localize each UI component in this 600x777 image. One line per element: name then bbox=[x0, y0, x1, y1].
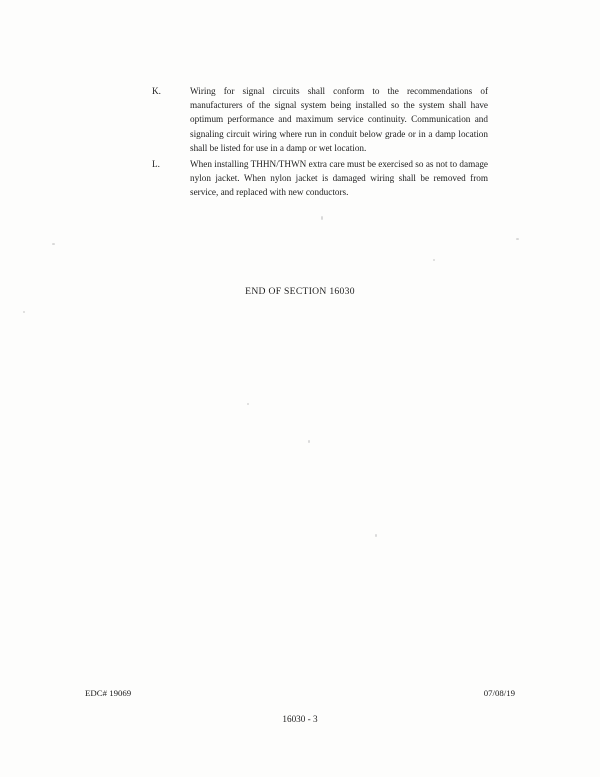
clause-k-text: Wiring for signal circuits shall conform to the recommendations of manufacturers of the signal system being installed so the system shall have optimum performance and maximum service continuity. Communication and signaling circuit wiring where run in conduit below grade or in a damp location shall be listed for use in a damp or wet location. bbox=[190, 86, 488, 153]
clause-k bbox=[152, 84, 488, 155]
clause-l bbox=[152, 157, 488, 200]
end-of-section-heading: END OF SECTION 16030 bbox=[245, 286, 355, 297]
scan-speck bbox=[321, 216, 323, 220]
scan-speck bbox=[516, 238, 519, 240]
clause-l-marker: L. bbox=[152, 159, 160, 169]
footer-page-number: 16030 - 3 bbox=[282, 714, 318, 724]
clause-l-text: When installing THHN/THWN extra care must be exercised so as not to damage nylon jacket. When nylon jacket is damaged wiring shall be removed from service, and replaced with new conductors. bbox=[190, 159, 488, 198]
scan-speck bbox=[52, 243, 55, 245]
scan-speck bbox=[23, 311, 25, 313]
footer-date: 07/08/19 bbox=[483, 688, 515, 698]
clause-k-marker: K. bbox=[152, 86, 161, 96]
scan-speck bbox=[433, 259, 435, 261]
scan-speck bbox=[308, 440, 310, 443]
scan-speck bbox=[247, 403, 249, 405]
footer-document-number: EDC# 19069 bbox=[85, 688, 132, 698]
scan-speck bbox=[375, 534, 377, 537]
